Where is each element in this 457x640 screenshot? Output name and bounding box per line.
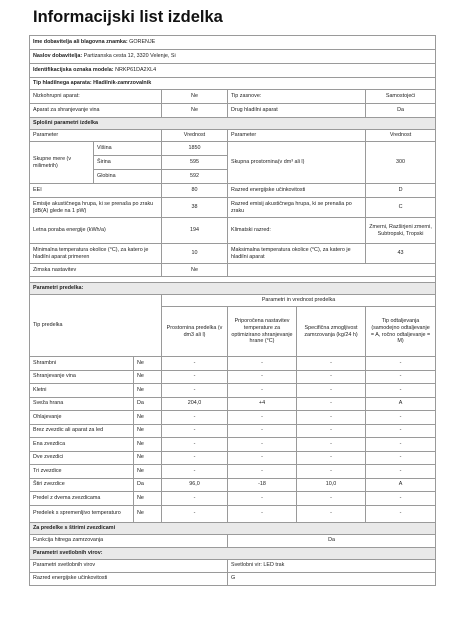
col-value: Vrednost bbox=[162, 130, 228, 142]
wine-storage-label: Aparat za shranjevanje vina bbox=[30, 104, 162, 118]
wine-storage-value: Ne bbox=[162, 104, 228, 118]
compartments-header: Parametri predelka: bbox=[30, 283, 436, 295]
climate-value: Zmerni, Razširjeni zmerni, Subtropski, Tropski bbox=[366, 218, 436, 244]
compartment-name: Dve zvezdici bbox=[30, 451, 134, 465]
compartment-temp: - bbox=[228, 424, 297, 438]
compartment-capacity: - bbox=[297, 357, 366, 371]
energy-label: Letna poraba energije (kWh/a) bbox=[30, 218, 162, 244]
compartment-temp: +4 bbox=[228, 397, 297, 411]
compartment-present: Da bbox=[134, 397, 162, 411]
dim-width-value: 595 bbox=[162, 156, 228, 170]
compartment-temp: - bbox=[228, 492, 297, 506]
compartment-temp: -18 bbox=[228, 478, 297, 492]
compartment-temp: - bbox=[228, 438, 297, 452]
other-appliance-value: Da bbox=[366, 104, 436, 118]
compartment-volume: - bbox=[162, 465, 228, 479]
compartment-capacity: - bbox=[297, 424, 366, 438]
compartment-temp: - bbox=[228, 370, 297, 384]
compartment-name: Ohlajevanje bbox=[30, 411, 134, 425]
max-temp-value: 43 bbox=[366, 244, 436, 264]
compartment-capacity: - bbox=[297, 451, 366, 465]
low-noise-label: Nizkohrupni aparat: bbox=[30, 90, 162, 104]
compartment-volume: - bbox=[162, 411, 228, 425]
compartment-volume: - bbox=[162, 451, 228, 465]
compartment-temp: - bbox=[228, 465, 297, 479]
compartment-defrost: - bbox=[366, 465, 436, 479]
general-params-header: Splošni parametri izdelka bbox=[30, 118, 436, 130]
dims-row bbox=[30, 142, 436, 156]
design-type-value: Samostojeći bbox=[366, 90, 436, 104]
compartment-capacity: - bbox=[297, 411, 366, 425]
col-temp: Priporočena nastavitev temperature za optimizirano shranjevanje hrane (°C) bbox=[228, 307, 297, 357]
compartment-row bbox=[30, 384, 436, 398]
compartment-name: Sveža hrana bbox=[30, 397, 134, 411]
compartment-row bbox=[30, 465, 436, 479]
eei-class-value: D bbox=[366, 184, 436, 198]
compartment-row bbox=[30, 424, 436, 438]
fast-freeze-label: Funkcija hitrega zamrzovanja bbox=[30, 534, 228, 547]
general-col-headers bbox=[30, 130, 436, 142]
volume-label: Skupna prostornina(v dm³ ali l) bbox=[228, 142, 366, 184]
dim-depth-label: Globina bbox=[94, 170, 162, 184]
compartment-row bbox=[30, 370, 436, 384]
four-star-header: Za predelke s štirimi zvezdicami bbox=[30, 522, 436, 534]
compartment-group-header: Parametri in vrednost predelka bbox=[162, 295, 436, 307]
supplier-name-row bbox=[30, 36, 436, 50]
compartment-capacity: - bbox=[297, 438, 366, 452]
compartment-present: Ne bbox=[134, 411, 162, 425]
compartment-temp: - bbox=[228, 451, 297, 465]
compartment-volume: - bbox=[162, 492, 228, 506]
model-row bbox=[30, 64, 436, 78]
winter-label: Zimska nastavitev bbox=[30, 264, 162, 277]
compartment-row bbox=[30, 492, 436, 506]
compartment-name: Shranjevanje vina bbox=[30, 370, 134, 384]
compartment-volume: - bbox=[162, 370, 228, 384]
compartment-temp: - bbox=[228, 384, 297, 398]
eei-value: 80 bbox=[162, 184, 228, 198]
compartment-capacity: - bbox=[297, 370, 366, 384]
model-value: NRKP61DA2XL4 bbox=[115, 67, 157, 74]
compartment-name: Predel z dvema zvezdicama bbox=[30, 492, 134, 506]
energy-row bbox=[30, 218, 436, 244]
compartment-present: Ne bbox=[134, 505, 162, 522]
compartment-present: Ne bbox=[134, 492, 162, 506]
low-noise-value: Ne bbox=[162, 90, 228, 104]
noise-value: 38 bbox=[162, 198, 228, 218]
compartment-name: Shrambni bbox=[30, 357, 134, 371]
col-volume: Prostornina predelka (v dm3 ali l) bbox=[162, 307, 228, 357]
compartment-defrost: A bbox=[366, 478, 436, 492]
compartment-capacity: - bbox=[297, 465, 366, 479]
appliance-type-header: Tip hladilnega aparata: Hladilnik-zamrzovalnik bbox=[30, 78, 436, 90]
compartment-defrost: - bbox=[366, 411, 436, 425]
compartment-row bbox=[30, 411, 436, 425]
compartment-temp: - bbox=[228, 411, 297, 425]
winter-value: Ne bbox=[162, 264, 228, 277]
noise-label: Emisije akustičnega hrupa, ki se prenaša po zraku [dB(A) glede na 1 pW) bbox=[30, 198, 162, 218]
appliance-type-row bbox=[30, 90, 436, 104]
compartment-capacity: - bbox=[297, 384, 366, 398]
compartment-row bbox=[30, 505, 436, 522]
fast-freeze-value: Da bbox=[228, 534, 436, 547]
compartment-volume: 204,0 bbox=[162, 397, 228, 411]
col-parameter: Parameter bbox=[30, 130, 162, 142]
compartment-volume: - bbox=[162, 424, 228, 438]
dim-width-label: Širina bbox=[94, 156, 162, 170]
climate-label: Klimatski razred: bbox=[228, 218, 366, 244]
compartment-present: Ne bbox=[134, 465, 162, 479]
col-value: Vrednost bbox=[366, 130, 436, 142]
compartment-row bbox=[30, 478, 436, 492]
light-class-value: G bbox=[228, 572, 436, 585]
compartment-volume: - bbox=[162, 357, 228, 371]
light-class-row bbox=[30, 572, 436, 585]
compartment-volume: - bbox=[162, 384, 228, 398]
dims-label: Skupne mere (v milimetrih) bbox=[30, 142, 94, 184]
dim-height-label: Višina bbox=[94, 142, 162, 156]
compartment-present: Ne bbox=[134, 438, 162, 452]
light-source-label: Parametri svetlobnih virov bbox=[30, 559, 228, 572]
compartment-defrost: - bbox=[366, 384, 436, 398]
compartment-name: Brez zvezdic ali aparat za led bbox=[30, 424, 134, 438]
compartment-name: Predelek s spremenljivo temperaturo bbox=[30, 505, 134, 522]
compartment-defrost: A bbox=[366, 397, 436, 411]
volume-value: 300 bbox=[366, 142, 436, 184]
model-label: Identifikacijska oznaka modela: bbox=[33, 67, 114, 74]
lighting-header: Parametri svetlobnih virov: bbox=[30, 547, 436, 559]
compartment-defrost: - bbox=[366, 370, 436, 384]
appliance-type-row bbox=[30, 104, 436, 118]
compartment-defrost: - bbox=[366, 357, 436, 371]
compartment-present: Ne bbox=[134, 370, 162, 384]
product-info-sheet bbox=[29, 35, 436, 586]
compartment-volume: - bbox=[162, 438, 228, 452]
dim-depth-value: 592 bbox=[162, 170, 228, 184]
compartment-row bbox=[30, 397, 436, 411]
min-temp-label: Minimalna temperatura okolice (°C), za katero je hladilni aparat primeren bbox=[30, 244, 162, 264]
compartment-row bbox=[30, 451, 436, 465]
supplier-name-value: GORENJE bbox=[129, 39, 156, 46]
compartment-name: Tri zvezdice bbox=[30, 465, 134, 479]
energy-value: 194 bbox=[162, 218, 228, 244]
supplier-address-label: Naslov dobavitelja: bbox=[33, 53, 83, 60]
light-source-row bbox=[30, 559, 436, 572]
min-temp-value: 10 bbox=[162, 244, 228, 264]
compartment-row bbox=[30, 438, 436, 452]
compartment-defrost: - bbox=[366, 438, 436, 452]
compartment-defrost: - bbox=[366, 505, 436, 522]
compartment-volume: - bbox=[162, 505, 228, 522]
compartment-capacity: - bbox=[297, 505, 366, 522]
light-source-value: Svetlobni vir: LED trak bbox=[228, 559, 436, 572]
design-type-label: Tip zasnove: bbox=[228, 90, 366, 104]
compartment-present: Ne bbox=[134, 384, 162, 398]
col-capacity: Specifična zmogljivost zamrzovanja (kg/24 h) bbox=[297, 307, 366, 357]
temp-range-row bbox=[30, 244, 436, 264]
supplier-name-label: Ime dobavitelja ali blagovna znamka: bbox=[33, 39, 128, 46]
compartment-present: Ne bbox=[134, 357, 162, 371]
compartment-present: Ne bbox=[134, 451, 162, 465]
compartment-capacity: 10,0 bbox=[297, 478, 366, 492]
noise-class-label: Razred emisij akustičnega hrupa, ki se prenaša po zraku bbox=[228, 198, 366, 218]
eei-label: EEI bbox=[30, 184, 162, 198]
max-temp-label: Maksimalna temperatura okolice (°C), za katero je hladilni aparat bbox=[228, 244, 366, 264]
winter-row bbox=[30, 264, 436, 277]
compartment-present: Ne bbox=[134, 424, 162, 438]
compartment-name: Štiri zvezdice bbox=[30, 478, 134, 492]
compartment-defrost: - bbox=[366, 451, 436, 465]
compartment-present: Da bbox=[134, 478, 162, 492]
dim-height-value: 1850 bbox=[162, 142, 228, 156]
col-defrost: Tip odtaljevanja (samodejno odtaljevanje = A, ročno odtaljevanje = M) bbox=[366, 307, 436, 357]
eei-class-label: Razred energijske učinkovitosti bbox=[228, 184, 366, 198]
compartment-capacity: - bbox=[297, 492, 366, 506]
compartment-defrost: - bbox=[366, 424, 436, 438]
compartment-name: Kletni bbox=[30, 384, 134, 398]
supplier-address-row bbox=[30, 50, 436, 64]
compartment-defrost: - bbox=[366, 492, 436, 506]
compartment-volume: 96,0 bbox=[162, 478, 228, 492]
col-parameter: Parameter bbox=[228, 130, 366, 142]
compartment-temp: - bbox=[228, 505, 297, 522]
fast-freeze-row bbox=[30, 534, 436, 547]
eei-row bbox=[30, 184, 436, 198]
light-class-label: Razred energijske učinkovitosti bbox=[30, 572, 228, 585]
compartment-temp: - bbox=[228, 357, 297, 371]
noise-class-value: C bbox=[366, 198, 436, 218]
compartment-capacity: - bbox=[297, 397, 366, 411]
col-compartment-type: Tip predelka bbox=[30, 295, 162, 357]
supplier-address-value: Partizanska cesta 12, 3320 Velenje, Si bbox=[83, 53, 176, 60]
page-title: Informacijski list izdelka bbox=[33, 8, 223, 26]
compartment-name: Ena zvezdica bbox=[30, 438, 134, 452]
noise-row bbox=[30, 198, 436, 218]
compartment-row bbox=[30, 357, 436, 371]
other-appliance-label: Drug hladilni aparat bbox=[228, 104, 366, 118]
